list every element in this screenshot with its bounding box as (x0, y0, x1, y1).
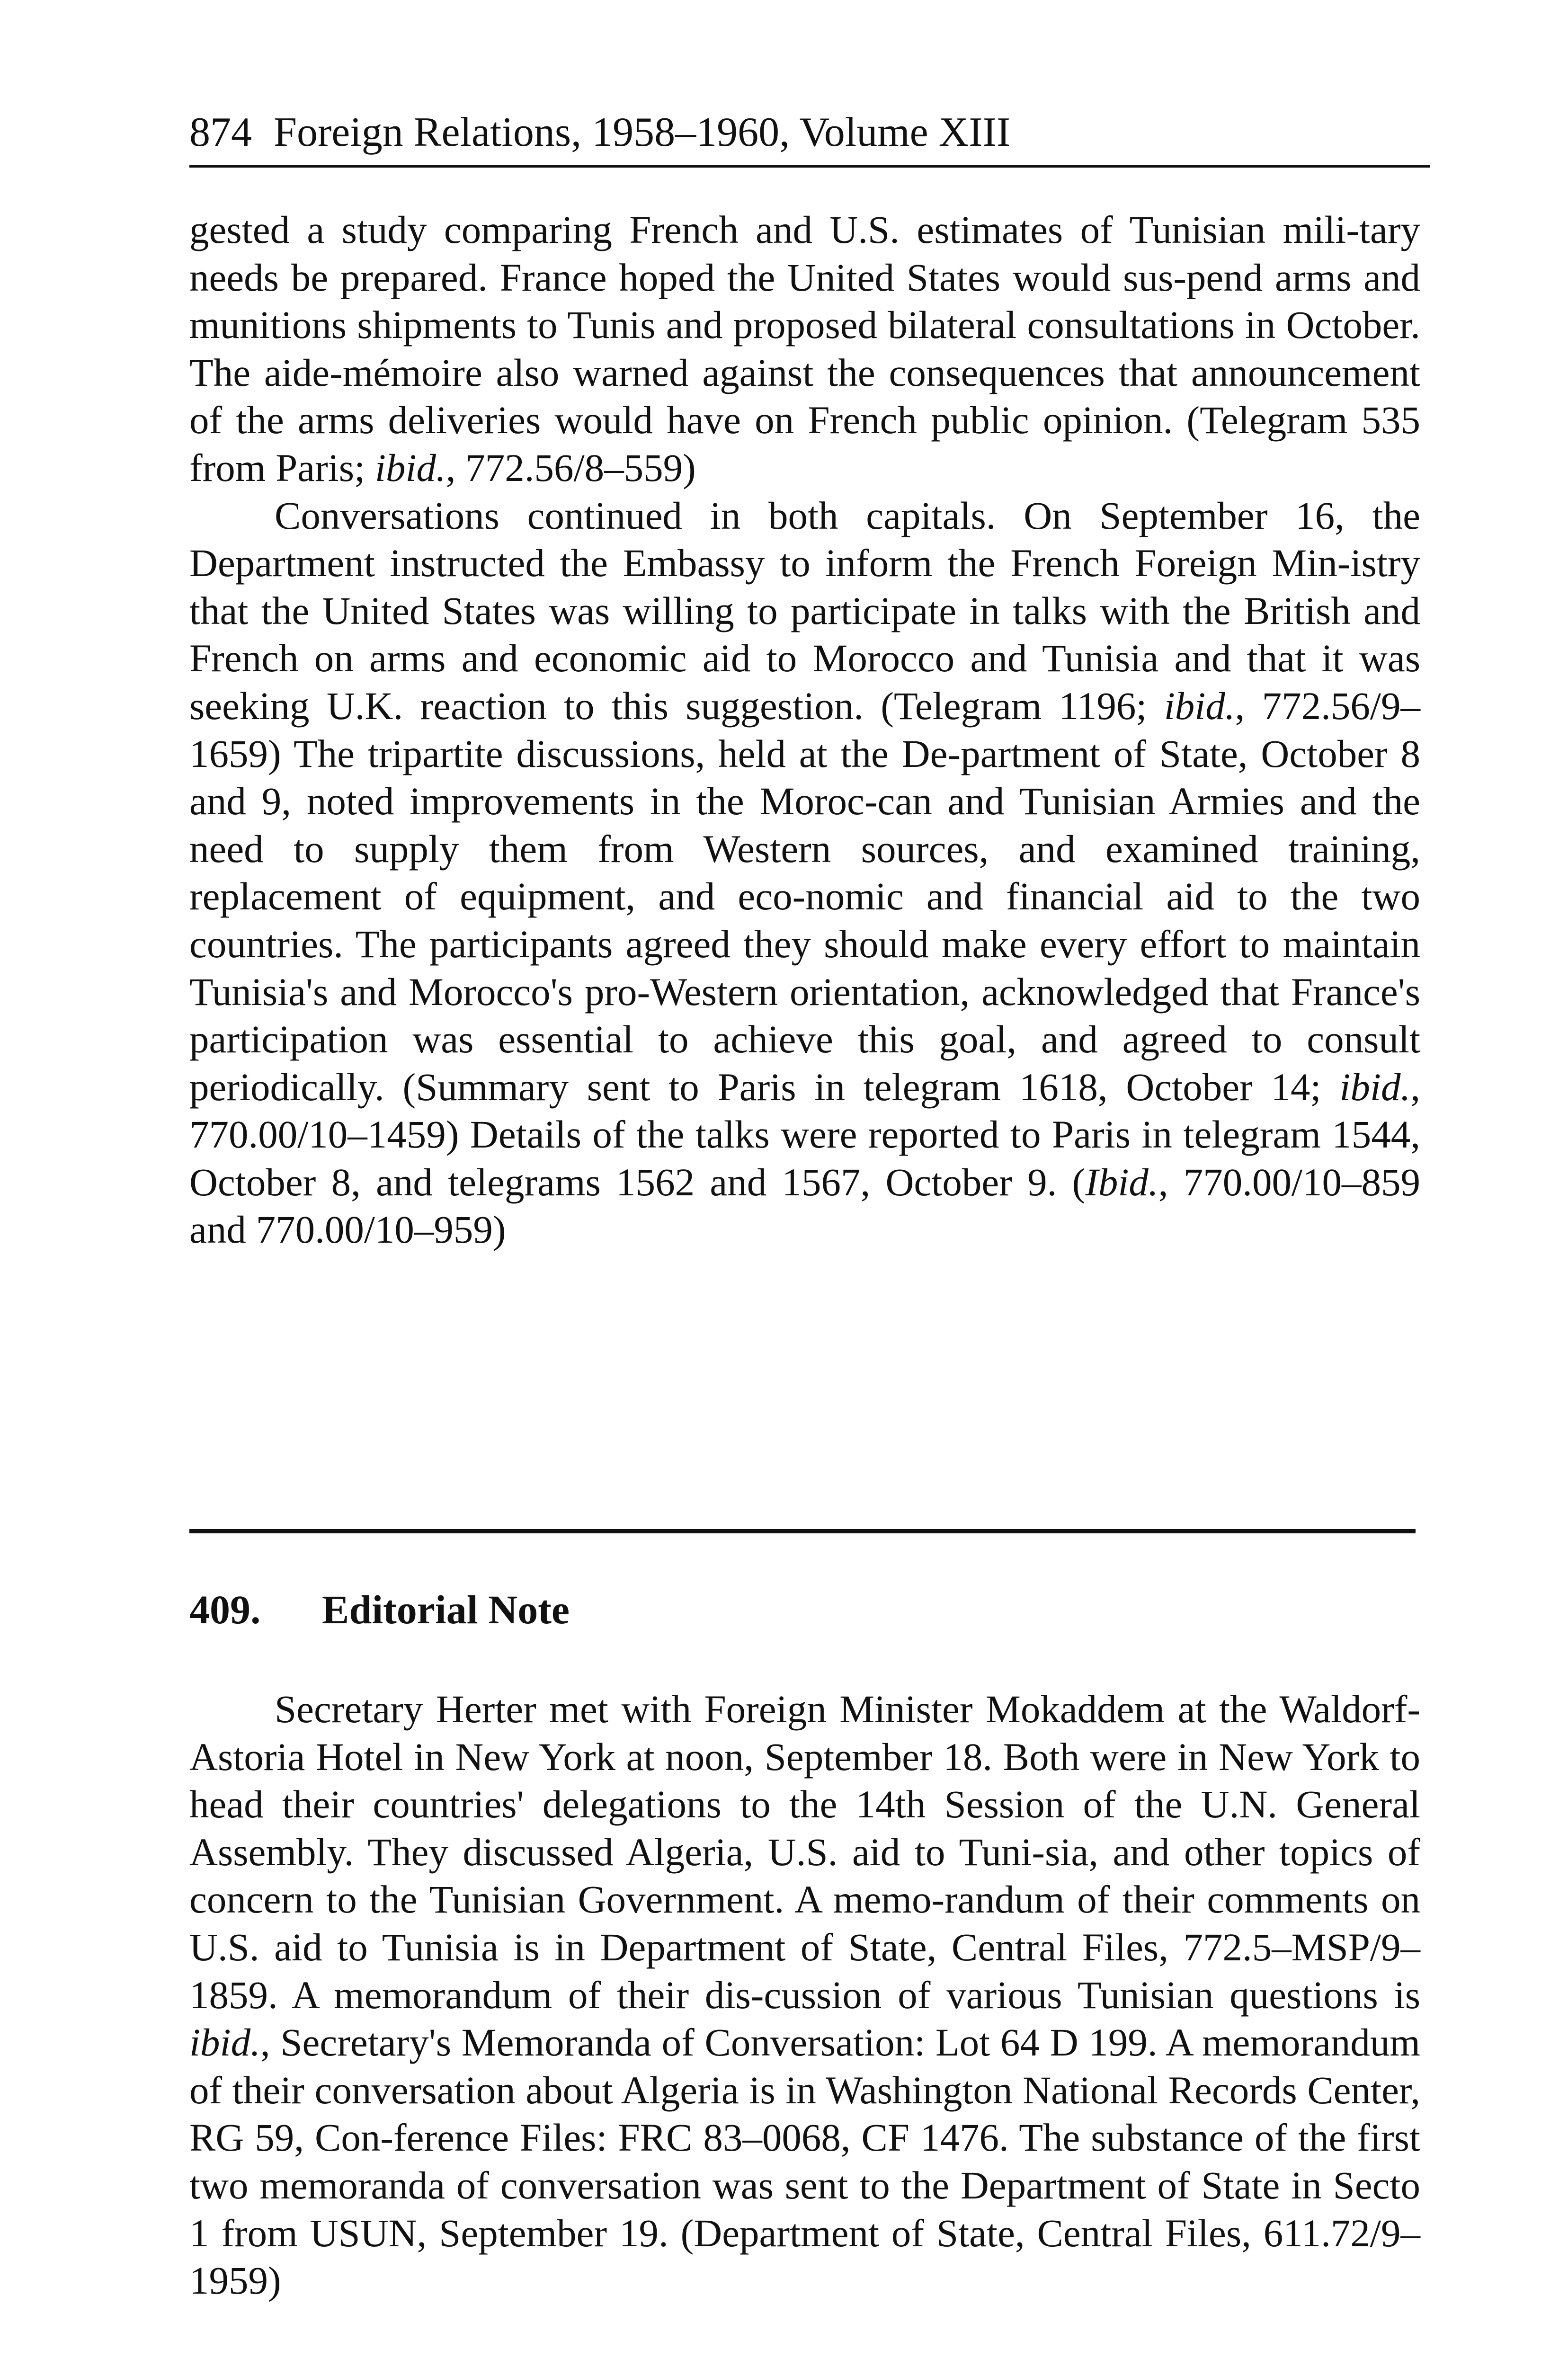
volume-title: Foreign Relations, 1958–1960, Volume XIII (274, 109, 1011, 155)
section-divider (189, 1529, 1416, 1533)
running-head (189, 107, 1430, 168)
section-heading (189, 1586, 1420, 1638)
continued-text-block (189, 206, 1420, 1254)
body-paragraph: gested a study comparing French and U.S. estimates of Tunisian mili-tary needs be prepared. France hoped the United States would sus-pend arms and munitions shipments to Tunis and proposed bilateral consultations in October. The aide-mémoire also warned against the consequences that announcement of the arms deliveries would have on French public opinion. (Telegram 535 from Paris; ibid., 772.56/​8–559) (189, 208, 1420, 489)
editorial-note-text (189, 1685, 1420, 2305)
header-rule (189, 165, 1430, 168)
page-number: 874 (189, 109, 252, 155)
body-paragraph: Conversations continued in both capitals. On September 16, the Department instructed the Embassy to inform the French Foreign Min-istry that the United States was willing to participate in talks with the British and French on arms and economic aid to Morocco and Tunisia and that it was seeking U.K. reaction to this suggestion. (Telegram 1196; ibid., 772.56/9–1659) The tripartite discussions, held at the De-partment of State, October 8 and 9, noted improvements in the Moroc-can and Tunisian Armies and the need to supply them from Western sources, and examined training, replacement of equipment, and eco-nomic and financial aid to the two countries. The participants agreed they should make every effort to maintain Tunisia's and Morocco's pro-Western orientation, acknowledged that France's participation was essential to achieve this goal, and agreed to consult periodically. (Summary sent to Paris in telegram 1618, October 14; ibid., 770.00/​10–1459) Details of the talks were reported to Paris in telegram 1544, October 8, and telegrams 1562 and 1567, October 9. (Ibid., 770.00/​10–859 and 770.00/10–959) (189, 493, 1421, 1252)
section-title: Editorial Note (322, 1587, 570, 1632)
section-number: 409. (189, 1587, 261, 1632)
body-paragraph: Secretary Herter met with Foreign Minister Mokaddem at the Waldorf-Astoria Hotel in New York at noon, September 18. Both were in New York to head their countries' delegations to the 14th Session of the U.N. General Assembly. They discussed Algeria, U.S. aid to Tuni-sia, and other topics of concern to the Tunisian Government. A memo-randum of their comments on U.S. aid to Tunisia is in Department of State, Central Files, 772.5–MSP/9–1859. A memorandum of their dis-cussion of various Tunisian questions is ibid., Secretary's Memoranda of Conversation: Lot 64 D 199. A memorandum of their conversation about Algeria is in Washington National Records Center, RG 59, Con-ference Files: FRC 83–0068, CF 1476. The substance of the first two memoranda of conversation was sent to the Department of State in Secto 1 from USUN, September 19. (Department of State, Central Files, 611.72/9–1959) (189, 1687, 1420, 2303)
